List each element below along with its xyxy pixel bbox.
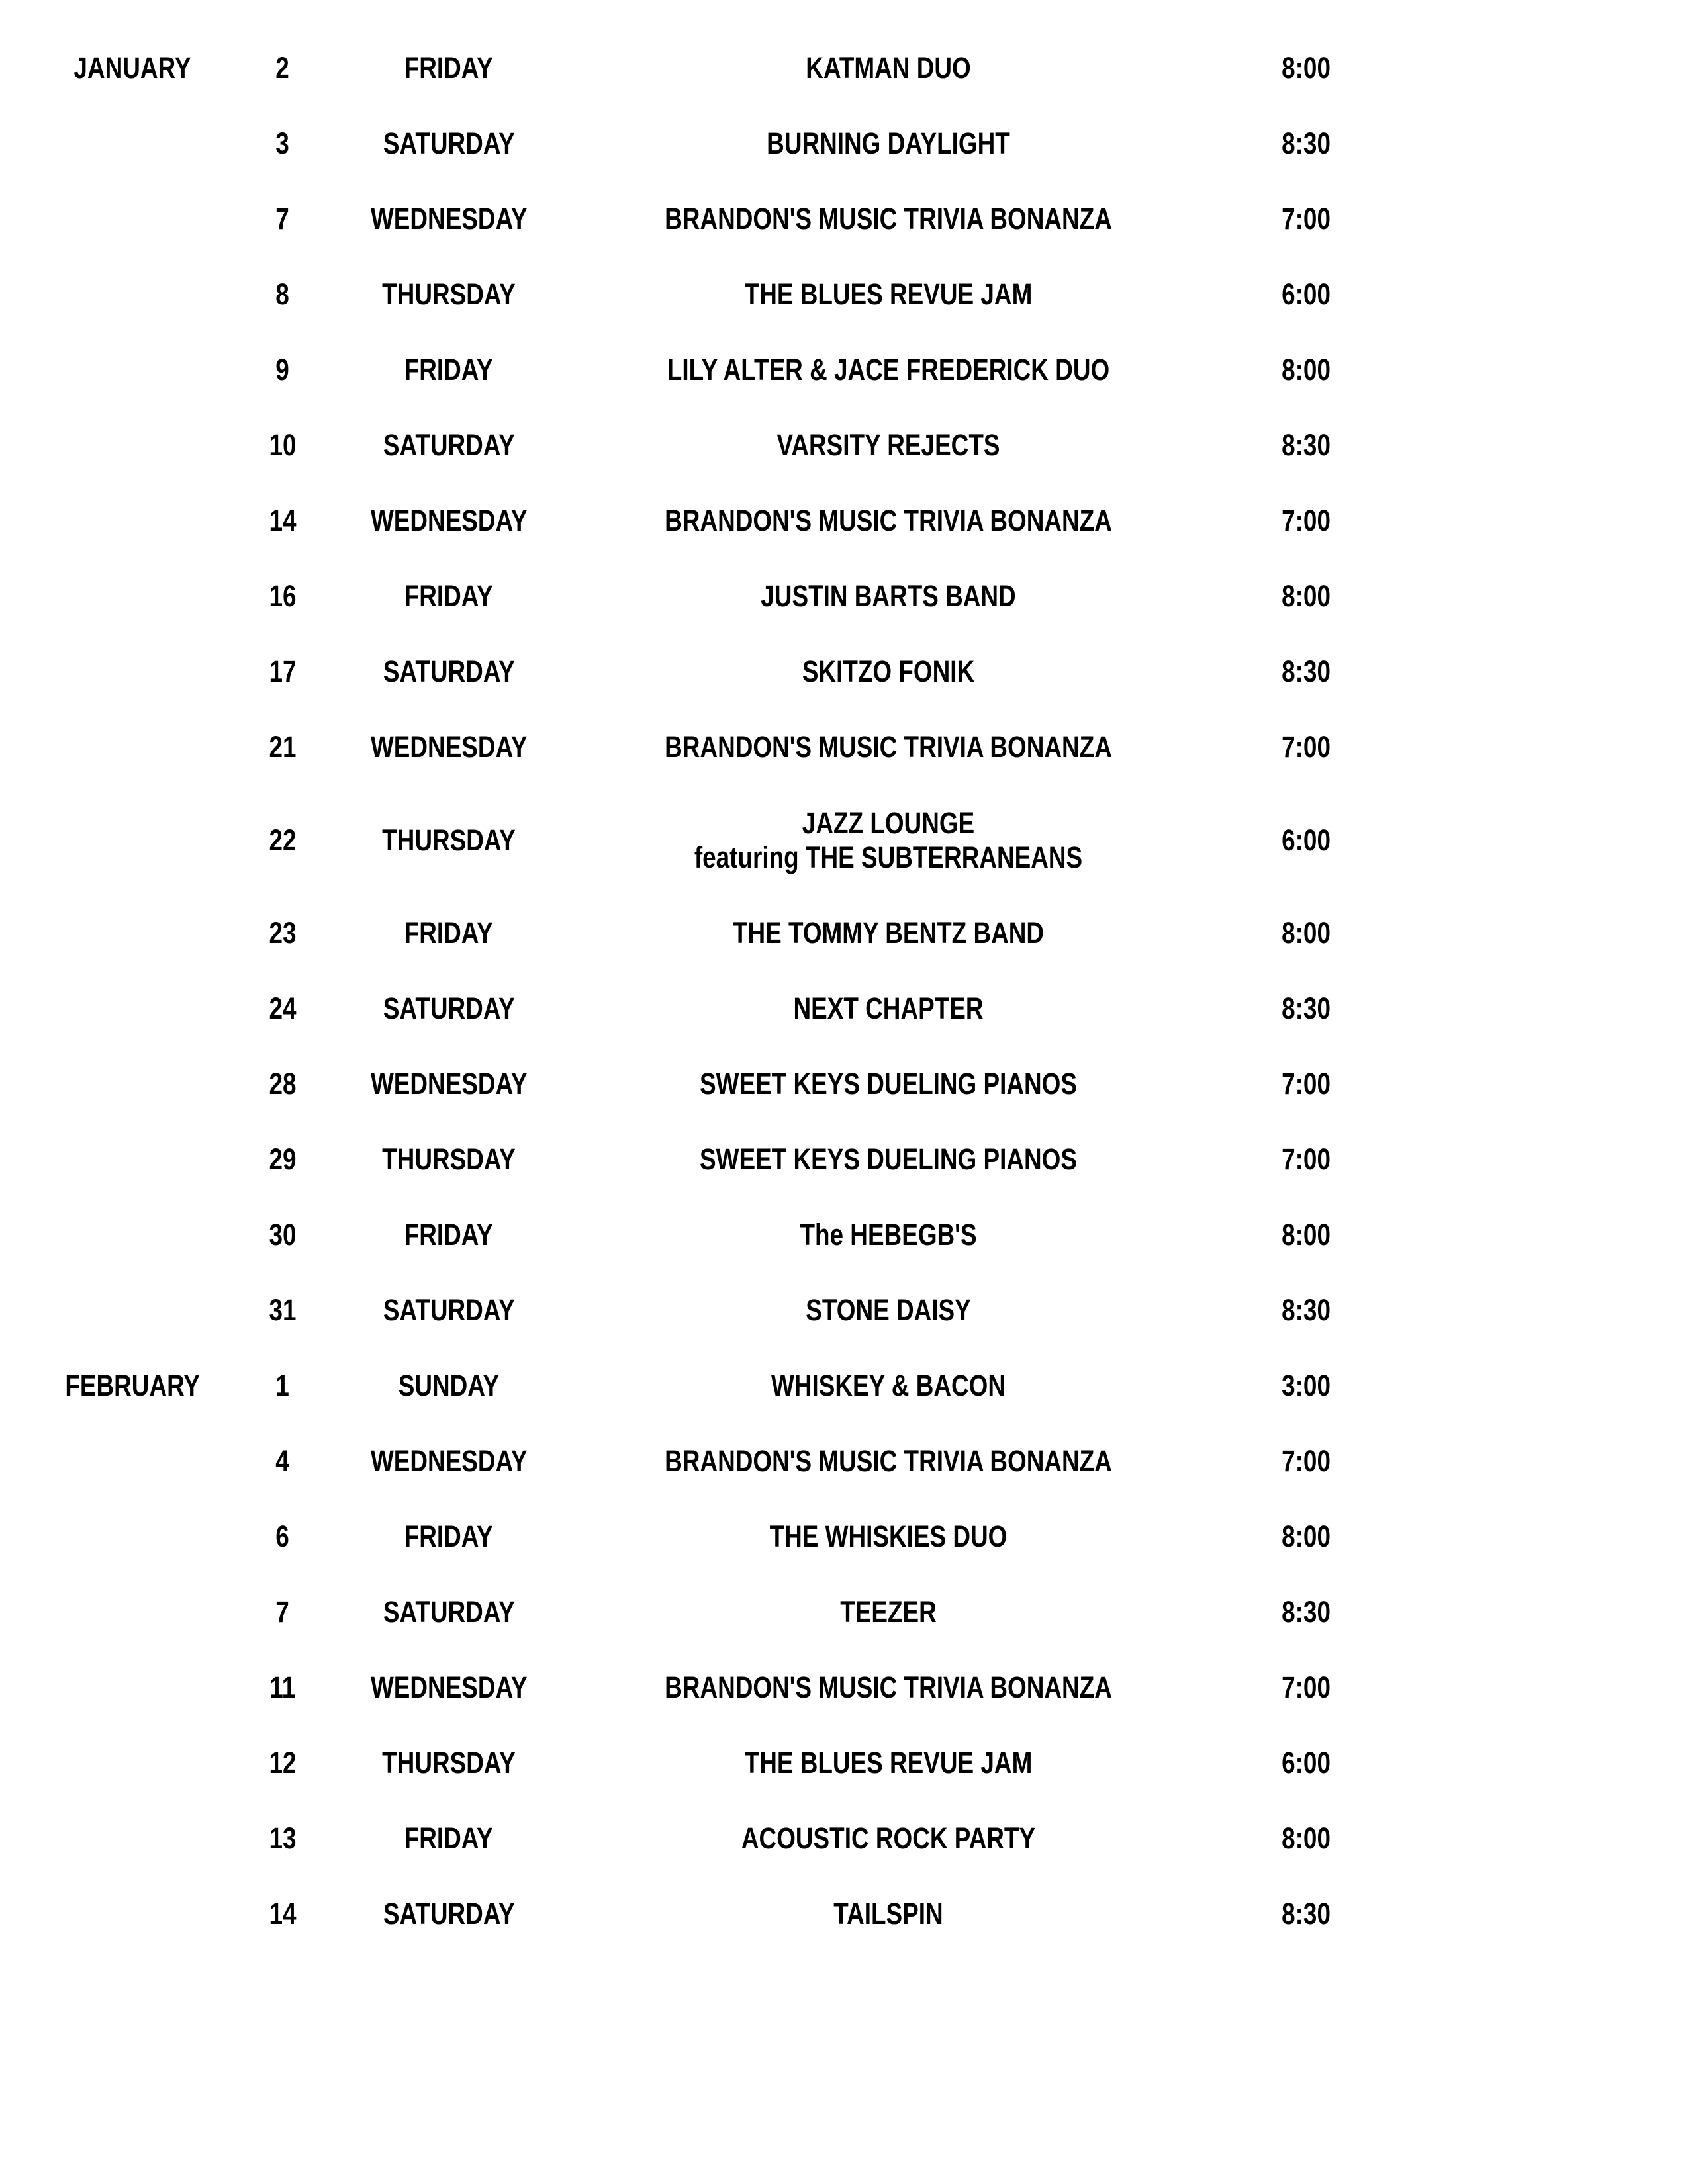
schedule-row — [40, 181, 1393, 257]
weekday-label — [340, 1670, 557, 1705]
event-name-line2: featuring THE SUBTERRANEANS — [694, 840, 1083, 874]
event-name — [557, 1520, 1219, 1554]
day-number — [225, 1746, 340, 1780]
schedule-row — [40, 1197, 1393, 1273]
time-label — [1219, 428, 1393, 463]
day-number — [225, 504, 340, 538]
weekday-label-text: THURSDAY — [382, 277, 516, 311]
schedule-row — [40, 1122, 1393, 1197]
weekday-label-text: THURSDAY — [382, 1142, 516, 1176]
month-label — [40, 1595, 225, 1629]
time-label — [1219, 1520, 1393, 1554]
day-number — [225, 655, 340, 689]
month-label — [40, 1670, 225, 1705]
month-label — [40, 51, 225, 85]
weekday-label — [340, 277, 557, 312]
event-name — [557, 1897, 1219, 1931]
event-name — [557, 1746, 1219, 1780]
day-number-text: 30 — [269, 1218, 297, 1251]
time-label — [1219, 1595, 1393, 1629]
day-number — [225, 730, 340, 764]
event-name — [557, 730, 1219, 764]
weekday-label-text: FRIDAY — [404, 1218, 493, 1251]
schedule-row — [40, 1574, 1393, 1650]
event-name-line1: LILY ALTER & JACE FREDERICK DUO — [667, 353, 1110, 387]
weekday-label — [340, 1293, 557, 1328]
day-number — [225, 1444, 340, 1479]
month-label — [40, 1067, 225, 1101]
schedule-row — [40, 1348, 1393, 1424]
weekday-label — [340, 823, 557, 858]
month-label-text: FEBRUARY — [65, 1369, 200, 1402]
event-name-line1: THE BLUES REVUE JAM — [744, 277, 1033, 311]
month-label — [40, 353, 225, 387]
time-label-text: 8:00 — [1282, 353, 1331, 387]
time-label-text: 7:00 — [1282, 730, 1331, 764]
schedule-row — [40, 257, 1393, 332]
schedule-row — [40, 483, 1393, 559]
schedule-row — [40, 408, 1393, 483]
time-label-text: 8:00 — [1282, 579, 1331, 613]
weekday-label — [340, 916, 557, 950]
day-number — [225, 1369, 340, 1403]
time-label-text: 7:00 — [1282, 1142, 1331, 1176]
weekday-label — [340, 730, 557, 764]
month-label — [40, 1897, 225, 1931]
weekday-label — [340, 655, 557, 689]
day-number-text: 17 — [269, 655, 297, 688]
day-number-text: 1 — [275, 1369, 290, 1402]
day-number-text: 12 — [269, 1746, 297, 1780]
schedule-row — [40, 559, 1393, 634]
day-number-text: 10 — [269, 428, 297, 462]
weekday-label — [340, 126, 557, 161]
time-label — [1219, 277, 1393, 312]
event-name-line1: STONE DAISY — [806, 1293, 971, 1327]
weekday-label — [340, 1444, 557, 1479]
weekday-label — [340, 579, 557, 614]
weekday-label-text: SATURDAY — [383, 126, 515, 160]
month-label — [40, 579, 225, 614]
schedule-row — [40, 1801, 1393, 1876]
event-name-line1: KATMAN DUO — [806, 51, 971, 85]
weekday-label — [340, 428, 557, 463]
day-number — [225, 1520, 340, 1554]
event-name-line1: TAILSPIN — [833, 1897, 943, 1931]
day-number-text: 24 — [269, 991, 297, 1025]
time-label — [1219, 579, 1393, 614]
event-name — [557, 504, 1219, 538]
day-number-text: 31 — [269, 1293, 297, 1327]
time-label-text: 8:30 — [1282, 428, 1331, 462]
weekday-label-text: SATURDAY — [383, 1897, 515, 1931]
event-name — [557, 806, 1219, 875]
weekday-label — [340, 1746, 557, 1780]
month-label — [40, 916, 225, 950]
event-name-line1: BRANDON'S MUSIC TRIVIA BONANZA — [665, 504, 1112, 537]
weekday-label — [340, 1897, 557, 1931]
time-label-text: 8:00 — [1282, 51, 1331, 85]
day-number — [225, 1142, 340, 1177]
weekday-label-text: WEDNESDAY — [370, 1067, 528, 1101]
weekday-label-text: FRIDAY — [404, 916, 493, 950]
day-number-text: 4 — [275, 1444, 290, 1478]
weekday-label — [340, 1520, 557, 1554]
weekday-label — [340, 202, 557, 236]
day-number — [225, 1067, 340, 1101]
month-label — [40, 823, 225, 858]
schedule-table — [40, 30, 1393, 1952]
month-label — [40, 1520, 225, 1554]
month-label — [40, 504, 225, 538]
event-name — [557, 126, 1219, 161]
time-label-text: 7:00 — [1282, 1670, 1331, 1704]
time-label — [1219, 916, 1393, 950]
time-label-text: 8:30 — [1282, 126, 1331, 160]
weekday-label — [340, 1067, 557, 1101]
event-name — [557, 353, 1219, 387]
time-label-text: 7:00 — [1282, 504, 1331, 537]
month-label — [40, 277, 225, 312]
time-label-text: 8:30 — [1282, 655, 1331, 688]
day-number-text: 2 — [275, 51, 290, 85]
weekday-label-text: SATURDAY — [383, 428, 515, 462]
event-name — [557, 1821, 1219, 1856]
day-number — [225, 1293, 340, 1328]
event-name-line1: SWEET KEYS DUELING PIANOS — [700, 1142, 1077, 1176]
day-number-text: 14 — [269, 1897, 297, 1931]
day-number — [225, 1218, 340, 1252]
time-label — [1219, 202, 1393, 236]
weekday-label — [340, 1821, 557, 1856]
event-name-line1: VARSITY REJECTS — [776, 428, 1000, 462]
event-name-line1: BRANDON'S MUSIC TRIVIA BONANZA — [665, 1444, 1112, 1478]
weekday-label-text: FRIDAY — [404, 51, 493, 85]
time-label-text: 8:00 — [1282, 916, 1331, 950]
event-name-line1: WHISKEY & BACON — [771, 1369, 1006, 1402]
event-name-line1: The HEBEGB'S — [800, 1218, 977, 1251]
event-name — [557, 1369, 1219, 1403]
time-label — [1219, 823, 1393, 858]
day-number-text: 28 — [269, 1067, 297, 1101]
time-label — [1219, 1670, 1393, 1705]
event-name-line1: SWEET KEYS DUELING PIANOS — [700, 1067, 1077, 1101]
event-name-line1: BRANDON'S MUSIC TRIVIA BONANZA — [665, 1670, 1112, 1704]
schedule-row — [40, 1725, 1393, 1801]
month-label — [40, 1142, 225, 1177]
time-label-text: 6:00 — [1282, 1746, 1331, 1780]
time-label — [1219, 1444, 1393, 1479]
time-label-text: 8:00 — [1282, 1821, 1331, 1855]
schedule-row — [40, 971, 1393, 1046]
day-number-text: 22 — [269, 823, 297, 857]
event-name — [557, 1670, 1219, 1705]
schedule-row — [40, 332, 1393, 408]
month-label — [40, 202, 225, 236]
event-name-line1: THE BLUES REVUE JAM — [744, 1746, 1033, 1780]
time-label — [1219, 730, 1393, 764]
schedule-row — [40, 785, 1393, 895]
day-number — [225, 428, 340, 463]
event-name — [557, 1142, 1219, 1177]
day-number — [225, 991, 340, 1026]
day-number — [225, 353, 340, 387]
event-name-line1: ACOUSTIC ROCK PARTY — [741, 1821, 1036, 1855]
day-number — [225, 202, 340, 236]
day-number — [225, 1897, 340, 1931]
weekday-label — [340, 51, 557, 85]
event-name-line1: THE WHISKIES DUO — [769, 1520, 1008, 1553]
day-number — [225, 126, 340, 161]
event-name — [557, 1595, 1219, 1629]
weekday-label — [340, 1369, 557, 1403]
weekday-label-text: SUNDAY — [398, 1369, 500, 1402]
weekday-label-text: SATURDAY — [383, 1595, 515, 1629]
time-label — [1219, 353, 1393, 387]
weekday-label — [340, 1218, 557, 1252]
time-label — [1219, 1218, 1393, 1252]
event-name — [557, 579, 1219, 614]
time-label — [1219, 1293, 1393, 1328]
event-name-line1: NEXT CHAPTER — [793, 991, 984, 1025]
weekday-label-text: WEDNESDAY — [370, 1444, 528, 1478]
weekday-label — [340, 1595, 557, 1629]
schedule-row — [40, 106, 1393, 181]
weekday-label-text: WEDNESDAY — [370, 202, 528, 236]
weekday-label-text: THURSDAY — [382, 823, 516, 857]
weekday-label-text: WEDNESDAY — [370, 504, 528, 537]
weekday-label-text: SATURDAY — [383, 1293, 515, 1327]
day-number-text: 11 — [269, 1670, 296, 1704]
event-name — [557, 916, 1219, 950]
event-name-line1: THE TOMMY BENTZ BAND — [732, 916, 1045, 950]
day-number — [225, 1821, 340, 1856]
day-number-text: 23 — [269, 916, 297, 950]
weekday-label — [340, 991, 557, 1026]
time-label — [1219, 1746, 1393, 1780]
weekday-label-text: FRIDAY — [404, 1520, 493, 1553]
weekday-label — [340, 504, 557, 538]
schedule-row — [40, 895, 1393, 971]
day-number-text: 3 — [275, 126, 290, 160]
day-number-text: 13 — [269, 1821, 297, 1855]
time-label — [1219, 655, 1393, 689]
event-name — [557, 991, 1219, 1026]
event-name-line1: BRANDON'S MUSIC TRIVIA BONANZA — [665, 730, 1112, 764]
day-number-text: 14 — [269, 504, 297, 537]
time-label-text: 6:00 — [1282, 823, 1331, 857]
schedule-row — [40, 709, 1393, 785]
day-number-text: 16 — [269, 579, 297, 613]
time-label-text: 8:30 — [1282, 991, 1331, 1025]
time-label-text: 8:30 — [1282, 1595, 1331, 1629]
month-label — [40, 1369, 225, 1403]
day-number-text: 9 — [275, 353, 290, 387]
event-name-line1: SKITZO FONIK — [802, 655, 975, 688]
month-label — [40, 1746, 225, 1780]
day-number-text: 7 — [275, 1595, 290, 1629]
schedule-row — [40, 1424, 1393, 1499]
weekday-label — [340, 1142, 557, 1177]
weekday-label-text: SATURDAY — [383, 655, 515, 688]
day-number — [225, 916, 340, 950]
month-label-text: JANUARY — [73, 51, 191, 85]
time-label — [1219, 504, 1393, 538]
event-name — [557, 1067, 1219, 1101]
time-label-text: 8:00 — [1282, 1520, 1331, 1553]
time-label-text: 7:00 — [1282, 202, 1331, 236]
time-label — [1219, 991, 1393, 1026]
time-label — [1219, 126, 1393, 161]
month-label — [40, 1444, 225, 1479]
time-label — [1219, 1067, 1393, 1101]
schedule-row — [40, 634, 1393, 709]
schedule-row — [40, 1650, 1393, 1725]
event-name-line1: TEEZER — [840, 1595, 937, 1629]
event-name-line1: JAZZ LOUNGE — [802, 805, 975, 840]
event-name — [557, 428, 1219, 463]
weekday-label-text: THURSDAY — [382, 1746, 516, 1780]
weekday-label-text: FRIDAY — [404, 353, 493, 387]
schedule-row — [40, 1876, 1393, 1952]
schedule-row — [40, 1273, 1393, 1348]
day-number-text: 21 — [269, 730, 297, 764]
day-number — [225, 1670, 340, 1705]
day-number — [225, 277, 340, 312]
day-number-text: 6 — [275, 1520, 290, 1553]
event-name — [557, 655, 1219, 689]
day-number-text: 29 — [269, 1142, 297, 1176]
day-number — [225, 579, 340, 614]
month-label — [40, 730, 225, 764]
time-label-text: 7:00 — [1282, 1067, 1331, 1101]
time-label — [1219, 1369, 1393, 1403]
day-number — [225, 823, 340, 858]
weekday-label-text: FRIDAY — [404, 1821, 493, 1855]
month-label — [40, 1218, 225, 1252]
event-name-line1: BRANDON'S MUSIC TRIVIA BONANZA — [665, 202, 1112, 236]
month-label — [40, 126, 225, 161]
event-name-line1: JUSTIN BARTS BAND — [761, 579, 1016, 613]
schedule-row — [40, 1499, 1393, 1574]
time-label-text: 7:00 — [1282, 1444, 1331, 1478]
day-number — [225, 1595, 340, 1629]
time-label — [1219, 1897, 1393, 1931]
schedule-row — [40, 30, 1393, 106]
month-label — [40, 428, 225, 463]
weekday-label — [340, 353, 557, 387]
event-name — [557, 1293, 1219, 1328]
event-name — [557, 277, 1219, 312]
time-label-text: 8:00 — [1282, 1218, 1331, 1251]
event-name — [557, 202, 1219, 236]
day-number — [225, 51, 340, 85]
event-name — [557, 1444, 1219, 1479]
day-number-text: 7 — [275, 202, 290, 236]
time-label-text: 3:00 — [1282, 1369, 1331, 1402]
event-name-line1: BURNING DAYLIGHT — [767, 126, 1010, 160]
event-name — [557, 51, 1219, 85]
weekday-label-text: WEDNESDAY — [370, 1670, 528, 1704]
month-label — [40, 991, 225, 1026]
day-number-text: 8 — [275, 277, 290, 311]
month-label — [40, 655, 225, 689]
event-name — [557, 1218, 1219, 1252]
time-label — [1219, 1142, 1393, 1177]
time-label — [1219, 1821, 1393, 1856]
time-label-text: 8:30 — [1282, 1293, 1331, 1327]
month-label — [40, 1293, 225, 1328]
time-label-text: 6:00 — [1282, 277, 1331, 311]
month-label — [40, 1821, 225, 1856]
weekday-label-text: FRIDAY — [404, 579, 493, 613]
time-label — [1219, 51, 1393, 85]
weekday-label-text: SATURDAY — [383, 991, 515, 1025]
schedule-row — [40, 1046, 1393, 1122]
time-label-text: 8:30 — [1282, 1897, 1331, 1931]
weekday-label-text: WEDNESDAY — [370, 730, 528, 764]
